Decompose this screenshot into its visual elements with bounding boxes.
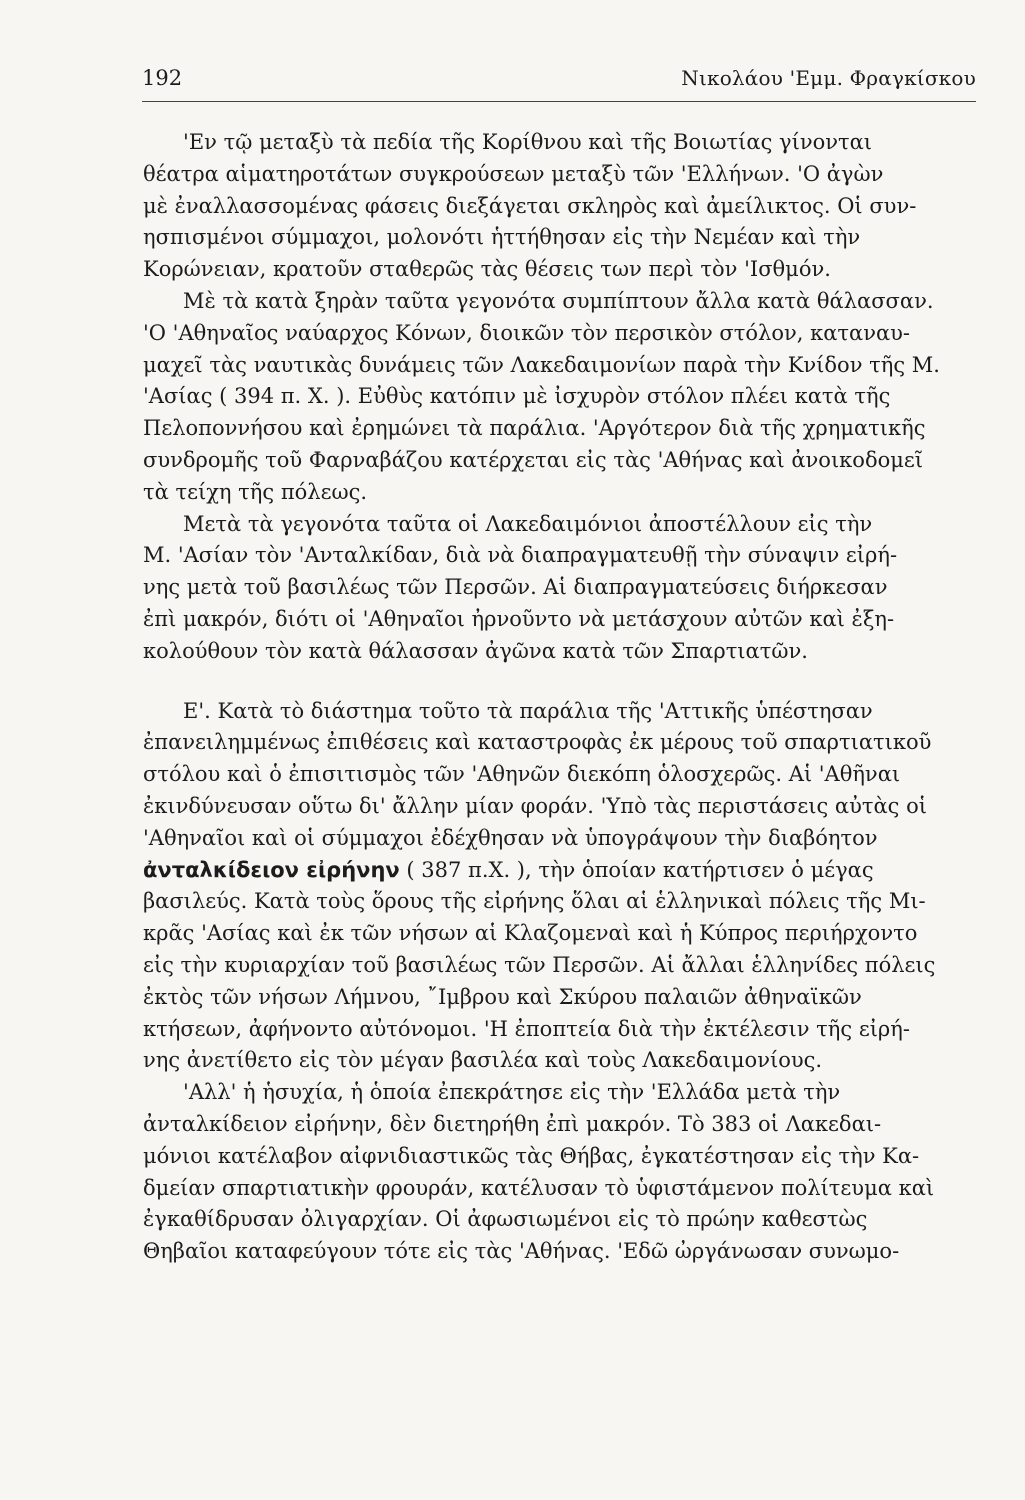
text-line: Ε'. Κατὰ τὸ διάστημα τοῦτο τὰ παράλια τῆς 'Αττικῆς ὑπέστησαν (143, 698, 873, 723)
text-line: Μ. 'Ασίαν τὸν 'Ανταλκίδαν, διὰ νὰ διαπραγματευθῇ τὴν σύναψιν εἰρή- (143, 543, 898, 568)
text-line: βασιλεύς. Κατὰ τοὺς ὅρους τῆς εἰρήνης ὅλαι αἱ ἑλληνικαὶ πόλεις τῆς Μι- (143, 889, 926, 914)
bold-term: ἀνταλκίδειον εἰρήνην (143, 857, 400, 882)
text-line: Μετὰ τὰ γεγονότα ταῦτα οἱ Λακεδαιμόνιοι ἀποστέλλουν εἰς τὴν (143, 511, 873, 536)
running-head: Νικολάου 'Εμμ. Φραγκίσκου (681, 66, 976, 90)
text-line: 'Ο 'Αθηναῖος ναύαρχος Κόνων, διοικῶν τὸν περσικὸν στόλον, καταναυ- (143, 320, 911, 345)
body-text (143, 127, 975, 1268)
text-line: Θηβαῖοι καταφεύγουν τότε εἰς τὰς 'Αθήνας. 'Εδῶ ὠργάνωσαν συνωμο- (143, 1239, 900, 1264)
text-line: ησπισμένοι σύμμαχοι, μολονότι ἡττήθησαν εἰς τὴν Νεμέαν καὶ τὴν (143, 225, 861, 250)
text-line: ἐκτὸς τῶν νήσων Λήμνου, ῎Ιμβρου καὶ Σκύρου παλαιῶν ἀθηναϊκῶν (143, 984, 862, 1009)
text-line: Κορώνειαν, κρατοῦν σταθερῶς τὰς θέσεις των περὶ τὸν 'Ισθμόν. (143, 257, 831, 282)
text-line: συνδρομῆς τοῦ Φαρναβάζου κατέρχεται εἰς τὰς 'Αθήνας καὶ ἀνοικοδομεῖ (143, 447, 923, 472)
text-line: δμείαν σπαρτιατικὴν φρουράν, κατέλυσαν τὸ ὑφιστάμενον πολίτευμα καὶ (143, 1175, 935, 1200)
text-line: μὲ ἐναλλασσομένας φάσεις διεξάγεται σκληρὸς καὶ ἀμείλικτος. Οἱ συν- (143, 193, 917, 218)
text-line: στόλου καὶ ὁ ἐπισιτισμὸς τῶν 'Αθηνῶν διεκόπη ὁλοσχερῶς. Αἱ 'Αθῆναι (143, 762, 901, 787)
text-line: μαχεῖ τὰς ναυτικὰς δυνάμεις τῶν Λακεδαιμονίων παρὰ τὴν Κνίδον τῆς Μ. (143, 352, 940, 377)
text-line: Μὲ τὰ κατὰ ξηρὰν ταῦτα γεγονότα συμπίπτουν ἄλλα κατὰ θάλασσαν. (143, 288, 934, 313)
text-line: ἐπανειλημμένως ἐπιθέσεις καὶ καταστροφὰς ἐκ μέρους τοῦ σπαρτιατικοῦ (143, 730, 932, 755)
bold-line-rest: ( 387 π.Χ. ), τὴν ὁποίαν κατήρτισεν ὁ μέγας (399, 857, 874, 882)
text-line: ἐκινδύνευσαν οὕτω δι' ἄλλην μίαν φοράν. 'Υπὸ τὰς περιστάσεις αὐτὰς οἱ (143, 793, 927, 818)
text-line (143, 855, 975, 887)
text-line: ἐπὶ μακρόν, διότι οἱ 'Αθηναῖοι ἠρνοῦντο νὰ μετάσχουν αὐτῶν καὶ ἐξη- (143, 606, 895, 631)
text-line: 'Αλλ' ἡ ἡσυχία, ἡ ὁποία ἐπεκράτησε εἰς τὴν 'Ελλάδα μετὰ τὴν (143, 1080, 841, 1105)
page-number: 192 (142, 66, 183, 90)
section-gap (143, 668, 975, 696)
text-line: εἰς τὴν κυριαρχίαν τοῦ βασιλέως τῶν Περσῶν. Αἱ ἄλλαι ἑλληνίδες πόλεις (143, 952, 936, 977)
text-line: κολούθουν τὸν κατὰ θάλασσαν ἀγῶνα κατὰ τῶν Σπαρτιατῶν. (143, 638, 808, 663)
text-line: τὰ τείχη τῆς πόλεως. (143, 479, 368, 504)
text-line: ἐγκαθίδρυσαν ὀλιγαρχίαν. Οἱ ἀφωσιωμένοι εἰς τὸ πρώην καθεστὼς (143, 1207, 868, 1232)
text-line: μόνιοι κατέλαβον αἰφνιδιαστικῶς τὰς Θήβας, ἐγκατέστησαν εἰς τὴν Κα- (143, 1143, 920, 1168)
text-line: νης ἀνετίθετο εἰς τὸν μέγαν βασιλέα καὶ τοὺς Λακεδαιμονίους. (143, 1048, 823, 1073)
text-line: 'Εν τῷ μεταξὺ τὰ πεδία τῆς Κορίθνου καὶ τῆς Βοιωτίας γίνονται (143, 130, 873, 154)
text-line: νης μετὰ τοῦ βασιλέως τῶν Περσῶν. Αἱ διαπραγματεύσεις διήρκεσαν (143, 575, 888, 600)
text-line: ἀνταλκίδειον εἰρήνην, δὲν διετηρήθη ἐπὶ μακρόν. Τὸ 383 οἱ Λακεδαι- (143, 1111, 882, 1136)
text-line: 'Ασίας ( 394 π. Χ. ). Εὐθὺς κατόπιν μὲ ἰσχυρὸν στόλον πλέει κατὰ τῆς (143, 384, 891, 409)
page-header (142, 64, 976, 98)
text-line: θέατρα αἱματηροτάτων συγκρούσεων μεταξὺ τῶν 'Ελλήνων. 'Ο ἀγὼν (143, 161, 884, 186)
text-line: κρᾶς 'Ασίας καὶ ἐκ τῶν νήσων αἱ Κλαζομεναὶ καὶ ἡ Κύπρος περιήρχοντο (143, 921, 918, 946)
text-line: 'Αθηναῖοι καὶ οἱ σύμμαχοι ἐδέχθησαν νὰ ὑπογράψουν τὴν διαβόητον (143, 825, 878, 850)
text-line: Πελοποννήσου καὶ ἐρημώνει τὰ παράλια. 'Αργότερον διὰ τῆς χρηματικῆς (143, 416, 926, 441)
text-line: κτήσεων, ἀφήνοντο αὐτόνομοι. 'Η ἐποπτεία διὰ τὴν ἐκτέλεσιν τῆς εἰρή- (143, 1016, 910, 1041)
header-rule (142, 101, 976, 102)
